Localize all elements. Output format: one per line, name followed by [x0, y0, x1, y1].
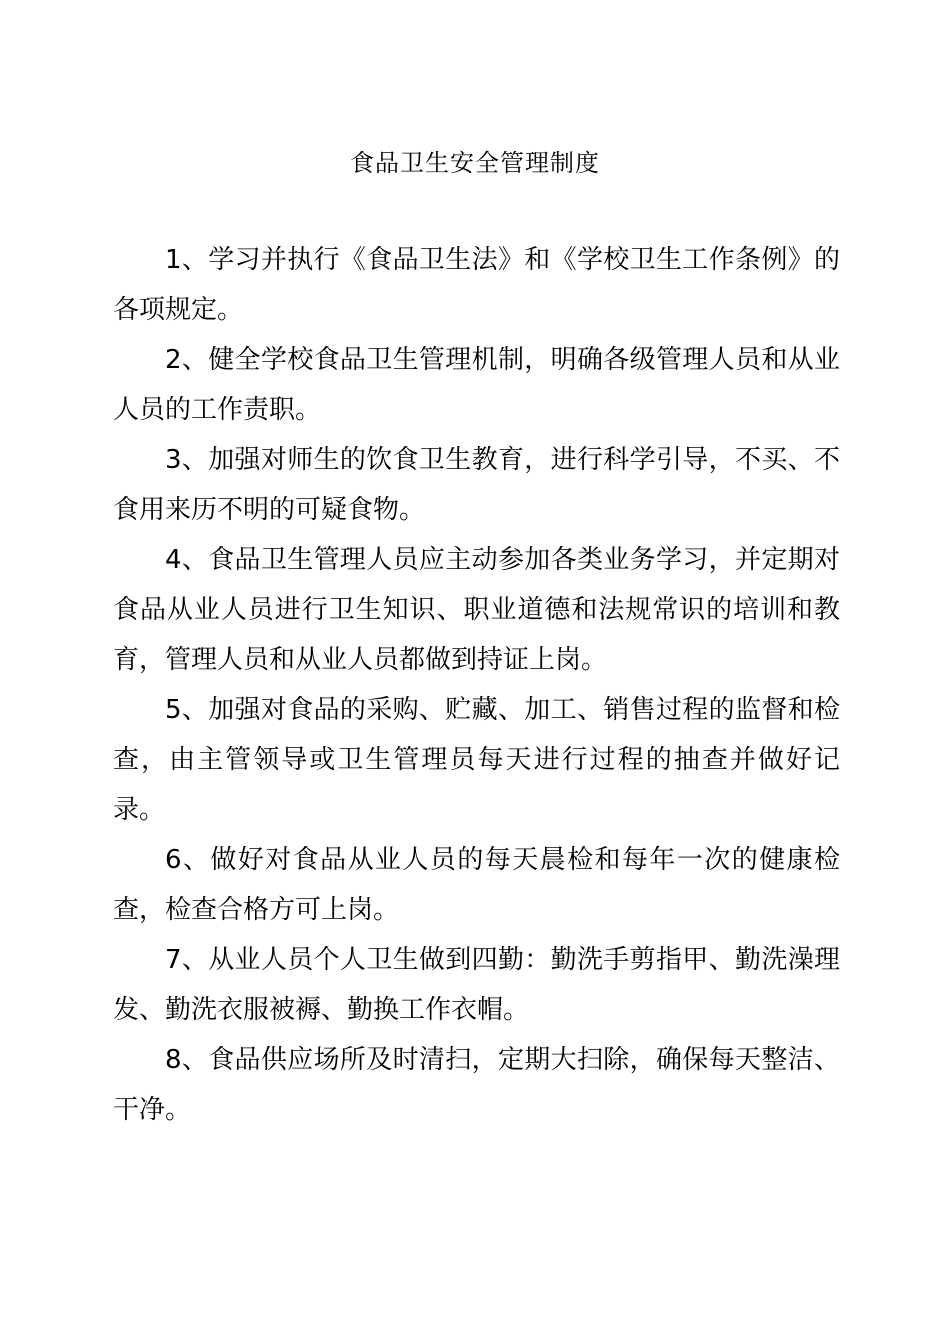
document-title: 食品卫生安全管理制度	[350, 149, 600, 177]
clause-1: 1、学习并执行《食品卫生法》和《学校卫生工作条例》的各项规定。	[113, 245, 840, 325]
clause-5: 5、加强对食品的采购、贮藏、加工、销售过程的监督和检查，由主管领导或卫生管理员每天进行过程的抽查并做好记录。	[113, 695, 840, 825]
clause-8: 8、食品供应场所及时清扫，定期大扫除，确保每天整洁、干净。	[113, 1045, 840, 1125]
clause-4: 4、食品卫生管理人员应主动参加各类业务学习，并定期对食品从业人员进行卫生知识、职业道德和法规常识的培训和教育，管理人员和从业人员都做到持证上岗。	[113, 545, 840, 675]
clause-6: 6、做好对食品从业人员的每天晨检和每年一次的健康检查，检查合格方可上岗。	[113, 845, 840, 925]
clause-2: 2、健全学校食品卫生管理机制，明确各级管理人员和从业人员的工作责职。	[113, 345, 840, 425]
clause-3: 3、加强对师生的饮食卫生教育，进行科学引导，不买、不食用来历不明的可疑食物。	[113, 445, 840, 525]
document-body	[113, 235, 840, 1135]
clause-7: 7、从业人员个人卫生做到四勤：勤洗手剪指甲、勤洗澡理发、勤洗衣服被褥、勤换工作衣帽。	[113, 945, 840, 1025]
